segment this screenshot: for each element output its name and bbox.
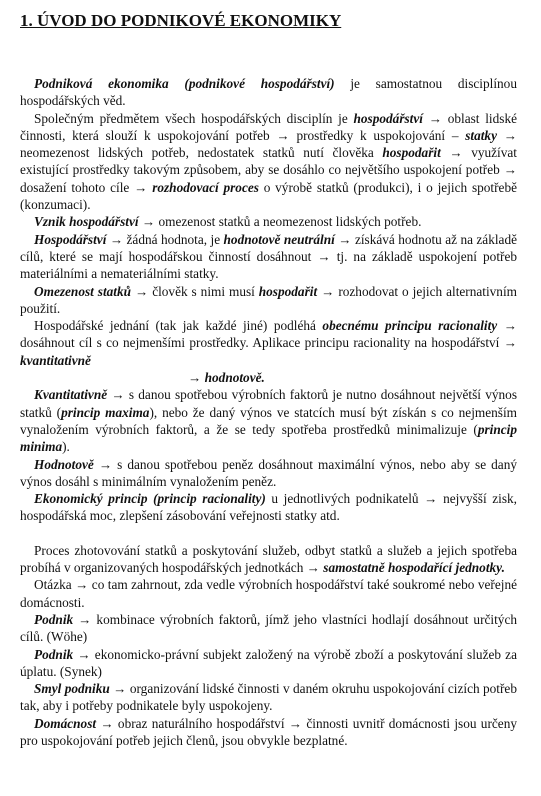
term-smyl-podniku: Smyl podniku: [34, 681, 110, 697]
term-hodnotove-neutralni: hodnotově neutrální: [223, 231, 335, 247]
paragraph-domacnost: [20, 715, 517, 750]
text: → získává hodnotu až na základě cílů, které se mají hospodářskou činností dosáhnout → tj. na základě uspokojení potřeb materiálními a nemateriálními statky.: [20, 231, 518, 282]
text: → obraz naturálního hospodářství → činnosti uvnitř domácnosti jsou určeny pro uspokojování potřeb jejich členů, jsou obvykle bezplatné.: [20, 715, 517, 748]
text: Otázka → co tam zahrnout, zda vedle výrobních hospodářství také soukromé nebo veřejné domácnosti.: [20, 577, 517, 610]
text: → žádná hodnota, je: [106, 231, 224, 247]
paragraph-hodnotove-line: [20, 369, 517, 386]
term-podnikova-ekonomika: Podniková ekonomika (podnikové hospodářství): [34, 76, 335, 91]
paragraph-podnik-wohe: [20, 611, 517, 646]
paragraph-omezenost: [20, 283, 517, 318]
term-hodnotove-2: Hodnotově: [34, 456, 94, 472]
text: → dosáhnout cíl s co nejmenšími prostředky. Aplikace principu racionality na hospodářství →: [20, 318, 517, 351]
text: Hospodářské jednání (tak jak každé jiné) podléhá: [34, 318, 323, 334]
paragraph-hodnota: [20, 231, 517, 283]
text: ), nebo že daný výnos ve statcích musí být získán s co nejmenším vynaložením výrobních faktorů, a že se tedy spotřeba prostředků minimalizuje (: [20, 404, 518, 437]
term-kvantitativne: kvantitativně: [20, 352, 91, 368]
text: → rozhodovat o jejich alternativním použití.: [20, 283, 517, 316]
term-vznik-hospodarstvi: Vznik hospodářství: [34, 214, 139, 230]
term-kvantitativne-2: Kvantitativně: [34, 387, 108, 403]
text: → organizování lidské činnosti v daném okruhu uspokojování cizích potřeb tak, aby i potřeby podnikatele byly uspokojeny.: [20, 681, 517, 714]
term-princip-maxima: princip maxima: [61, 404, 150, 420]
paragraph-hospodarstvi: [20, 110, 517, 214]
paragraph-racionalita: [20, 317, 517, 369]
paragraph-podnik-synek: [20, 646, 517, 681]
text: → ekonomicko-právní subjekt založený na výrobě zboží a poskytování služeb za úplatu. (Synek): [20, 646, 517, 679]
page-title: 1. ÚVOD DO PODNIKOVÉ EKONOMIKY: [20, 11, 342, 30]
term-princip-minima: princip minima: [20, 421, 517, 455]
term-domacnost: Domácnost: [34, 715, 97, 731]
term-samostatne-hospodarici-jednotky: samostatně hospodařící jednotky.: [323, 560, 505, 576]
paragraph-kvantitativne: [20, 386, 517, 455]
term-podnik-2: Podnik: [34, 646, 74, 662]
term-hodnotove: hodnotově.: [204, 370, 265, 386]
paragraph-otazka: [20, 576, 517, 611]
text: ).: [62, 439, 70, 455]
term-ekonomicky-princip: Ekonomický princip (princip racionality): [34, 491, 266, 507]
text: → kombinace výrobních faktorů, jímž jeho vlastníci hodlají dosáhnout určitých cílů. (Wöhe): [20, 611, 517, 645]
text: → využívat existující prostředky takovým způsobem, aby se dosáhlo co největšího uspokojení potřeb → dosažení tohoto cíle →: [20, 145, 517, 195]
term-statky: statky: [465, 127, 497, 143]
text: Společným předmětem všech hospodářských disciplín je: [34, 110, 354, 126]
text: → neomezenost lidských potřeb, nedostatek statků nutí člověka: [20, 127, 517, 161]
term-rozhodovaci-proces: rozhodovací proces: [152, 179, 259, 195]
text: →: [188, 370, 205, 386]
paragraph-ekonomicky-princip: [20, 490, 517, 525]
text: o výrobě statků (produkci), i o jejich spotřebě (konzumaci).: [20, 179, 517, 213]
text: → s danou spotřebou peněz dosáhnout maximální výnos, nebo aby se daný výnos dosáhl s minimálním vynaložením peněz.: [20, 456, 517, 489]
text: je samostatnou disciplínou hospodářských věd.: [20, 76, 517, 109]
term-podnik: Podnik: [34, 611, 74, 627]
paragraph-hodnotove: [20, 456, 517, 491]
paragraph-proces: [20, 542, 517, 577]
term-hospodarit-2: hospodařit: [258, 283, 318, 299]
text: u jednotlivých podnikatelů → nejvyšší zisk, hospodářská moc, zlepšení zásobování veřejnosti statky atd.: [20, 491, 518, 524]
text: Proces zhotovování statků a poskytování služeb, odbyt statků a služeb a jejich spotřeba probíhá v organizovaných hospodářských jednotkách →: [20, 542, 517, 576]
text: → omezenost statků a neomezenost lidských potřeb.: [138, 214, 422, 230]
text: → s danou spotřebou výrobních faktorů je nutno dosáhnout největší výnos statků (: [20, 387, 517, 420]
term-hospodarit: hospodařit: [382, 145, 441, 161]
text: → oblast lidské činnosti, která slouží k uspokojování potřeb → prostředky k uspokojování –: [20, 110, 518, 143]
text: → člověk s nimi musí: [131, 283, 259, 299]
paragraph-smysl: [20, 680, 517, 715]
term-hospodarstvi-2: Hospodářství: [34, 231, 107, 247]
term-omezenost-statku: Omezenost statků: [34, 283, 132, 299]
term-princip-racionality: obecnému principu racionality: [322, 318, 498, 334]
paragraph-vznik: [20, 213, 517, 230]
paragraph-intro: [20, 75, 517, 110]
paragraph-gap: [20, 525, 517, 542]
term-hospodarstvi: hospodářství: [353, 110, 423, 126]
